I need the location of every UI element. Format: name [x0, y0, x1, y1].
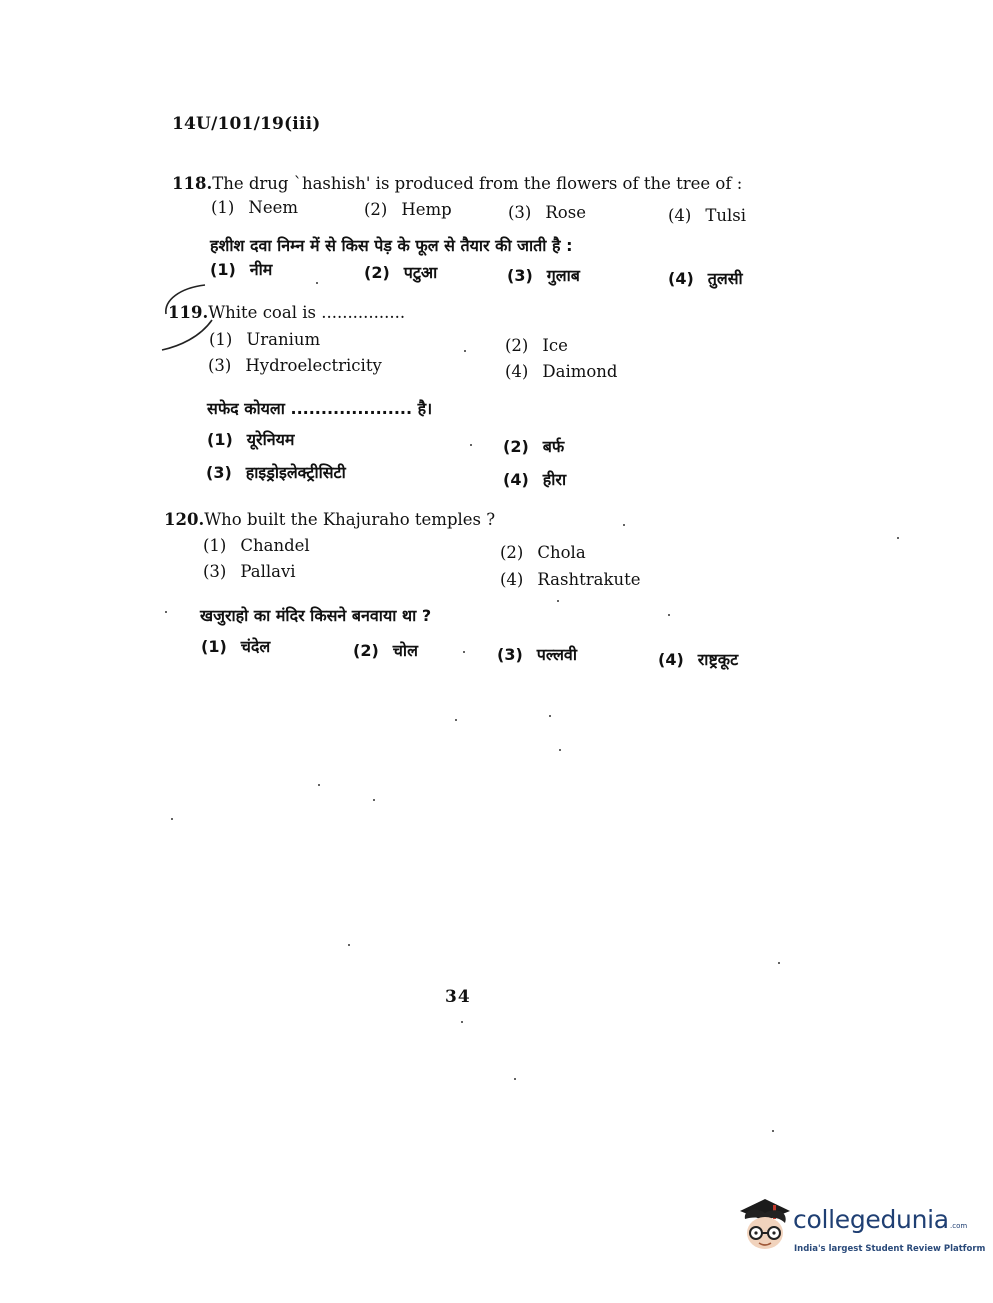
option-119-3: (3) Hydroelectricity	[208, 356, 382, 375]
speckle	[464, 350, 466, 352]
speckle	[514, 1078, 516, 1080]
option-120-1: (1) Chandel	[203, 536, 310, 555]
question-number: 118.	[172, 174, 213, 193]
question-number: 119.	[168, 303, 209, 322]
paper-code: 14U/101/19(iii)	[172, 114, 321, 134]
option-120-3: (3) Pallavi	[203, 562, 296, 581]
question-118	[172, 174, 742, 193]
question-120	[164, 510, 495, 529]
option-119-2: (2) Ice	[505, 336, 568, 355]
option-118-1: (1) Neem	[211, 198, 298, 217]
speckle	[171, 818, 173, 820]
question-number: 120.	[164, 510, 205, 529]
speckle	[772, 1130, 774, 1132]
option-119-hi-3: (3) हाइड्रोइलेक्ट्रीसिटी	[206, 463, 346, 482]
option-120-hi-4: (4) राष्ट्रकूट	[658, 650, 739, 669]
speckle	[316, 282, 318, 284]
speckle	[623, 524, 625, 526]
option-120-4: (4) Rashtrakute	[500, 570, 641, 589]
option-120-2: (2) Chola	[500, 543, 586, 562]
option-118-4: (4) Tulsi	[668, 206, 747, 225]
option-119-hi-2: (2) बर्फ	[503, 437, 565, 456]
question-text: White coal is ................	[208, 303, 406, 322]
option-119-4: (4) Daimond	[505, 362, 618, 381]
option-118-hi-4: (4) तुलसी	[668, 269, 743, 288]
speckle	[549, 715, 551, 717]
speckle	[557, 600, 559, 602]
speckle	[165, 611, 167, 613]
speckle	[455, 719, 457, 721]
option-120-hi-2: (2) चोल	[353, 641, 418, 660]
option-118-hi-3: (3) गुलाब	[507, 266, 580, 285]
question-text: The drug `hashish' is produced from the flowers of the tree of :	[212, 174, 743, 193]
speckle	[470, 444, 472, 446]
option-119-hi-1: (1) यूरेनियम	[207, 430, 295, 449]
option-119-hi-4: (4) हीरा	[503, 470, 567, 489]
speckle	[897, 537, 899, 539]
option-118-3: (3) Rose	[508, 203, 586, 222]
speckle	[668, 614, 670, 616]
brand-name: collegedunia	[793, 1205, 949, 1234]
question-119-hindi: सफेद कोयला .................... है।	[207, 399, 433, 418]
option-119-1: (1) Uranium	[209, 330, 321, 349]
page-number: 34	[445, 987, 471, 1007]
brand-tagline: India's largest Student Review Platform	[794, 1244, 986, 1254]
option-118-2: (2) Hemp	[364, 200, 452, 219]
speckle	[318, 784, 320, 786]
speckle	[373, 799, 375, 801]
speckle	[463, 651, 465, 653]
speckle	[348, 944, 350, 946]
question-120-hindi: खजुराहो का मंदिर किसने बनवाया था ?	[200, 606, 432, 625]
option-120-hi-1: (1) चंदेल	[201, 637, 271, 656]
brand-suffix: .com	[950, 1222, 968, 1230]
option-118-hi-1: (1) नीम	[210, 260, 273, 279]
speckle	[778, 962, 780, 964]
question-text: Who built the Khajuraho temples ?	[204, 510, 496, 529]
question-119	[168, 303, 405, 322]
speckle	[461, 1021, 463, 1023]
speckle	[559, 749, 561, 751]
option-120-hi-3: (3) पल्लवी	[497, 645, 577, 664]
question-118-hindi: हशीश दवा निम्न में से किस पेड़ के फूल से तैयार की जाती है :	[210, 236, 573, 255]
option-118-hi-2: (2) पटुआ	[364, 263, 438, 282]
